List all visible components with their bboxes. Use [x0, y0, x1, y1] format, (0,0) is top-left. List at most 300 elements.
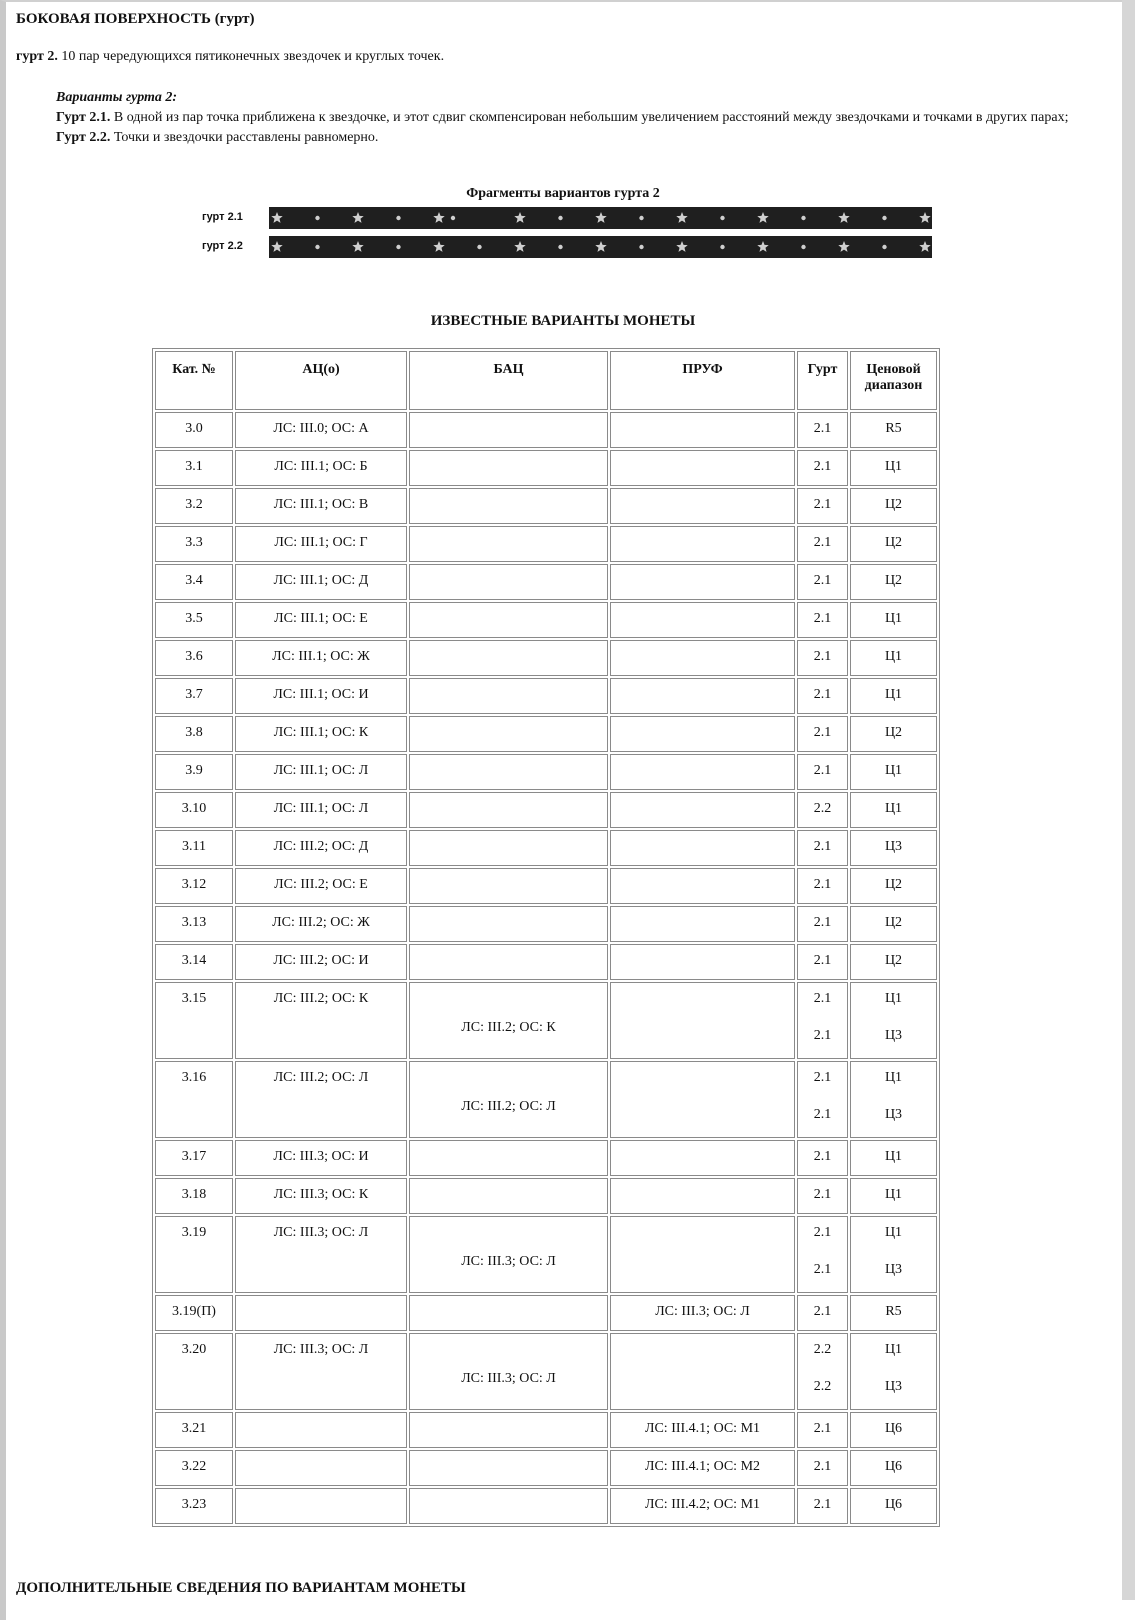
ac-value: ЛС: III.1; ОС: Л: [273, 801, 369, 816]
cell-cat: [155, 716, 233, 752]
scrollbar-track[interactable]: [1122, 0, 1135, 1600]
table-row: [155, 1216, 937, 1293]
cell-bac: [409, 526, 608, 562]
table-body: [155, 412, 937, 1524]
cat-number: 3.16: [181, 1070, 207, 1085]
table-row: [155, 906, 937, 942]
table-row: [155, 602, 937, 638]
cell-price: [850, 640, 937, 676]
cell-ac: [235, 450, 407, 486]
cell-bac: [409, 754, 608, 790]
cat-number: 3.17: [181, 1149, 207, 1164]
table-row: [155, 792, 937, 828]
table-row: [155, 526, 937, 562]
table-row: [155, 678, 937, 714]
gurt-label: гурт 2.: [16, 49, 58, 64]
bac-value: ЛС: III.2; ОС: Л: [461, 1099, 556, 1114]
cell-ac: [235, 526, 407, 562]
price-value: Ц1: [884, 1070, 903, 1085]
table-row: [155, 982, 937, 1059]
cat-number: 3.4: [185, 573, 203, 588]
cell-pruf: [610, 1450, 795, 1486]
cell-pruf: [610, 830, 795, 866]
table-row: [155, 1412, 937, 1448]
cell-ac: [235, 944, 407, 980]
ac-value: ЛС: III.2; ОС: Е: [274, 877, 368, 892]
header-bac: БАЦ: [409, 351, 608, 410]
pruf-value: ЛС: III.4.1; ОС: М1: [644, 1421, 761, 1436]
cat-number: 3.5: [185, 611, 203, 626]
price-value: Ц6: [884, 1497, 903, 1512]
cell-bac: [409, 488, 608, 524]
dot-mark: [451, 216, 455, 220]
cell-gurt: [797, 526, 848, 562]
price-value: Ц2: [884, 535, 903, 550]
cell-gurt: [797, 450, 848, 486]
cat-number: 3.11: [182, 839, 206, 854]
ac-value: ЛС: III.3; ОС: К: [273, 1187, 369, 1202]
cat-number: 3.1: [185, 459, 203, 474]
cell-cat: [155, 640, 233, 676]
cell-ac: [235, 1140, 407, 1176]
cell-cat: [155, 450, 233, 486]
cat-number: 3.13: [181, 915, 207, 930]
table-row: [155, 1140, 937, 1176]
cell-bac: [409, 1333, 608, 1410]
cell-bac: [409, 602, 608, 638]
cell-ac: [235, 488, 407, 524]
table-row: [155, 830, 937, 866]
cell-cat: [155, 830, 233, 866]
cell-gurt: [797, 792, 848, 828]
cell-price: [850, 792, 937, 828]
gurt-value-2: 2.1: [813, 1028, 832, 1043]
ac-value: ЛС: III.1; ОС: Л: [273, 763, 369, 778]
gurt-value-2: 2.2: [813, 1379, 832, 1394]
cat-number: 3.18: [181, 1187, 207, 1202]
gurt-value: 2.2: [813, 801, 832, 816]
cell-cat: [155, 1488, 233, 1524]
dot-mark: [639, 245, 643, 249]
cell-gurt: [797, 1061, 848, 1138]
ac-value: ЛС: III.1; ОС: И: [273, 687, 369, 702]
cell-bac: [409, 830, 608, 866]
gurt-2-1-label: гурт 2.1: [202, 211, 243, 223]
table-row: [155, 488, 937, 524]
cell-bac: [409, 944, 608, 980]
header-gurt: Гурт: [797, 351, 848, 410]
cell-cat: [155, 792, 233, 828]
cell-pruf: [610, 868, 795, 904]
cell-ac: [235, 906, 407, 942]
table-row: [155, 1450, 937, 1486]
dot-mark: [720, 216, 724, 220]
gurt-value: 2.1: [813, 687, 832, 702]
price-value: Ц1: [884, 991, 903, 1006]
cell-ac: [235, 830, 407, 866]
table-row: [155, 564, 937, 600]
table-row: [155, 868, 937, 904]
table-row: [155, 1061, 937, 1138]
gurt-value-2: 2.1: [813, 1262, 832, 1277]
cell-cat: [155, 944, 233, 980]
price-value: Ц1: [884, 1149, 903, 1164]
cell-cat: [155, 412, 233, 448]
cell-price: [850, 1450, 937, 1486]
gurt-value: 2.1: [813, 991, 832, 1006]
variants-block: [56, 88, 1106, 148]
ac-value: ЛС: III.1; ОС: Д: [273, 573, 369, 588]
gurt-value: 2.1: [813, 573, 832, 588]
dot-mark: [720, 245, 724, 249]
cell-price: [850, 868, 937, 904]
cell-price: [850, 1295, 937, 1331]
cell-bac: [409, 1216, 608, 1293]
cell-ac: [235, 602, 407, 638]
cell-cat: [155, 1178, 233, 1214]
header-cat: Кат. №: [155, 351, 233, 410]
gurt-value: 2.1: [813, 421, 832, 436]
cell-pruf: [610, 412, 795, 448]
cat-number: 3.20: [181, 1342, 207, 1357]
ac-value: ЛС: III.1; ОС: Б: [274, 459, 368, 474]
price-value: Ц3: [884, 839, 903, 854]
gurt-value: 2.1: [813, 1149, 832, 1164]
dot-mark: [477, 245, 481, 249]
table-header-row: [155, 351, 937, 410]
table-row: [155, 450, 937, 486]
dot-mark: [882, 245, 886, 249]
cell-bac: [409, 1140, 608, 1176]
pruf-value: ЛС: III.4.1; ОС: М2: [644, 1459, 761, 1474]
cat-number: 3.9: [185, 763, 203, 778]
table-row: [155, 1295, 937, 1331]
cell-price: [850, 1140, 937, 1176]
cell-gurt: [797, 678, 848, 714]
cat-number: 3.22: [181, 1459, 207, 1474]
cat-number: 3.14: [181, 953, 207, 968]
cell-gurt: [797, 602, 848, 638]
price-value: Ц1: [884, 611, 903, 626]
gurt-description: [16, 49, 444, 65]
cell-price: [850, 944, 937, 980]
bac-value: ЛС: III.2; ОС: К: [461, 1020, 556, 1035]
cell-gurt: [797, 488, 848, 524]
cell-ac: [235, 1412, 407, 1448]
dot-mark: [558, 245, 562, 249]
cell-pruf: [610, 1216, 795, 1293]
cell-pruf: [610, 1488, 795, 1524]
cell-ac: [235, 1061, 407, 1138]
cell-pruf: [610, 450, 795, 486]
cat-number: 3.7: [185, 687, 203, 702]
pruf-value: ЛС: III.4.2; ОС: М1: [644, 1497, 761, 1512]
gurt-value: 2.1: [813, 535, 832, 550]
cell-gurt: [797, 1140, 848, 1176]
dot-mark: [558, 216, 562, 220]
cell-price: [850, 1488, 937, 1524]
cat-number: 3.0: [185, 421, 203, 436]
cell-cat: [155, 1295, 233, 1331]
gurt-value: 2.1: [813, 1225, 832, 1240]
price-value: Ц1: [884, 687, 903, 702]
ac-value: ЛС: III.3; ОС: Л: [273, 1225, 369, 1240]
ac-value: ЛС: III.3; ОС: Л: [273, 1342, 369, 1357]
cat-number: 3.21: [181, 1421, 207, 1436]
bac-value: ЛС: III.3; ОС: Л: [461, 1254, 556, 1269]
cell-pruf: [610, 1333, 795, 1410]
cell-cat: [155, 754, 233, 790]
cell-price: [850, 1061, 937, 1138]
cell-pruf: [610, 1178, 795, 1214]
cell-pruf: [610, 944, 795, 980]
cat-number: 3.19: [181, 1225, 207, 1240]
price-value: R5: [885, 421, 902, 436]
dot-mark: [801, 216, 805, 220]
gurt-value: 2.1: [813, 953, 832, 968]
dot-mark: [882, 216, 886, 220]
cell-gurt: [797, 1295, 848, 1331]
cell-ac: [235, 792, 407, 828]
cell-bac: [409, 564, 608, 600]
variant-2-1-label: Гурт 2.1.: [56, 110, 111, 125]
cell-gurt: [797, 982, 848, 1059]
table-row: [155, 1488, 937, 1524]
cell-ac: [235, 754, 407, 790]
cell-pruf: [610, 678, 795, 714]
cell-bac: [409, 906, 608, 942]
cell-pruf: [610, 906, 795, 942]
cell-gurt: [797, 906, 848, 942]
cell-price: [850, 602, 937, 638]
cell-bac: [409, 678, 608, 714]
cat-number: 3.3: [185, 535, 203, 550]
cell-pruf: [610, 1412, 795, 1448]
cell-cat: [155, 1412, 233, 1448]
price-value: Ц6: [884, 1421, 903, 1436]
variants-heading: Варианты гурта 2:: [56, 90, 178, 105]
cell-price: [850, 488, 937, 524]
cell-gurt: [797, 868, 848, 904]
cell-ac: [235, 1295, 407, 1331]
price-value: Ц2: [884, 877, 903, 892]
cell-ac: [235, 1216, 407, 1293]
cell-cat: [155, 1216, 233, 1293]
price-value: Ц1: [884, 459, 903, 474]
gurt-value: 2.1: [813, 459, 832, 474]
cell-gurt: [797, 1450, 848, 1486]
dot-mark: [396, 216, 400, 220]
price-value: Ц1: [884, 1187, 903, 1202]
ac-value: ЛС: III.1; ОС: В: [273, 497, 369, 512]
gurt-value-2: 2.1: [813, 1107, 832, 1122]
cell-gurt: [797, 564, 848, 600]
price-value: Ц1: [884, 649, 903, 664]
cell-bac: [409, 1295, 608, 1331]
cell-bac: [409, 982, 608, 1059]
cell-cat: [155, 678, 233, 714]
price-value-2: Ц3: [884, 1379, 903, 1394]
price-value: Ц1: [884, 763, 903, 778]
cell-gurt: [797, 830, 848, 866]
cell-cat: [155, 602, 233, 638]
ac-value: ЛС: III.2; ОС: К: [273, 991, 369, 1006]
cell-cat: [155, 1140, 233, 1176]
cell-ac: [235, 640, 407, 676]
price-value: Ц2: [884, 725, 903, 740]
cat-number: 3.23: [181, 1497, 207, 1512]
dot-mark: [315, 216, 319, 220]
cell-cat: [155, 1333, 233, 1410]
cell-cat: [155, 982, 233, 1059]
variant-2-2-text: Точки и звездочки расставлены равномерно.: [113, 130, 379, 145]
price-value: Ц1: [884, 1342, 903, 1357]
cell-price: [850, 412, 937, 448]
cell-bac: [409, 716, 608, 752]
gurt-2-2-strip-image: [269, 236, 932, 258]
gurt-value: 2.1: [813, 1070, 832, 1085]
ac-value: ЛС: III.2; ОС: Д: [273, 839, 369, 854]
gurt-value: 2.1: [813, 1421, 832, 1436]
gurt-value: 2.1: [813, 1187, 832, 1202]
cell-price: [850, 1178, 937, 1214]
cell-bac: [409, 640, 608, 676]
cell-pruf: [610, 792, 795, 828]
header-ac: АЦ(о): [235, 351, 407, 410]
cell-pruf: [610, 982, 795, 1059]
cell-ac: [235, 412, 407, 448]
dot-mark: [639, 216, 643, 220]
cell-price: [850, 754, 937, 790]
ac-value: ЛС: III.0; ОС: А: [273, 421, 369, 436]
header-pruf: ПРУФ: [610, 351, 795, 410]
coin-variants-table: [152, 348, 940, 1527]
cell-bac: [409, 1061, 608, 1138]
gurt-value: 2.1: [813, 915, 832, 930]
ac-value: ЛС: III.2; ОС: Л: [273, 1070, 369, 1085]
cell-gurt: [797, 1178, 848, 1214]
cell-pruf: [610, 716, 795, 752]
cell-gurt: [797, 716, 848, 752]
cell-price: [850, 1412, 937, 1448]
cat-number: 3.19(П): [172, 1304, 216, 1319]
cat-number: 3.12: [181, 877, 207, 892]
price-value: Ц6: [884, 1459, 903, 1474]
price-value: Ц2: [884, 497, 903, 512]
cell-price: [850, 564, 937, 600]
cell-gurt: [797, 1488, 848, 1524]
cell-price: [850, 716, 937, 752]
price-value: Ц2: [884, 573, 903, 588]
table-row: [155, 1333, 937, 1410]
price-value: Ц2: [884, 915, 903, 930]
cell-bac: [409, 1412, 608, 1448]
ac-value: ЛС: III.1; ОС: Ж: [272, 649, 370, 664]
cell-cat: [155, 906, 233, 942]
cell-bac: [409, 868, 608, 904]
gurt-value: 2.1: [813, 839, 832, 854]
gurt-value: 2.1: [813, 497, 832, 512]
gurt-2-2-label: гурт 2.2: [202, 240, 243, 252]
cell-ac: [235, 1178, 407, 1214]
dot-mark: [315, 245, 319, 249]
variant-2-1: [56, 108, 1106, 128]
ac-value: ЛС: III.1; ОС: К: [273, 725, 369, 740]
cell-pruf: [610, 754, 795, 790]
ac-value: ЛС: III.1; ОС: Г: [274, 535, 368, 550]
cell-gurt: [797, 1216, 848, 1293]
gurt-2-2-fragment: [202, 236, 932, 258]
cell-price: [850, 526, 937, 562]
cell-ac: [235, 1333, 407, 1410]
variant-2-1-text: В одной из пар точка приближена к звездочке, и этот сдвиг скомпенсирован небольшим увеличением расстояний между звездочками и точками в других парах;: [113, 110, 1069, 125]
cell-pruf: [610, 640, 795, 676]
gurt-2-1-strip-image: [269, 207, 932, 229]
cell-ac: [235, 564, 407, 600]
variant-2-2-label: Гурт 2.2.: [56, 130, 111, 145]
cell-pruf: [610, 526, 795, 562]
dot-mark: [801, 245, 805, 249]
cell-ac: [235, 1488, 407, 1524]
cell-bac: [409, 1178, 608, 1214]
cell-price: [850, 1216, 937, 1293]
price-value: Ц1: [884, 801, 903, 816]
price-value: R5: [885, 1304, 902, 1319]
fragments-title: Фрагменты вариантов гурта 2: [466, 186, 660, 201]
cell-bac: [409, 792, 608, 828]
cell-cat: [155, 564, 233, 600]
cell-ac: [235, 1450, 407, 1486]
ac-value: ЛС: III.2; ОС: И: [273, 953, 369, 968]
cat-number: 3.15: [181, 991, 207, 1006]
table-row: [155, 716, 937, 752]
cell-cat: [155, 1450, 233, 1486]
gurt-value: 2.1: [813, 725, 832, 740]
cell-pruf: [610, 488, 795, 524]
cell-price: [850, 906, 937, 942]
section-title: БОКОВАЯ ПОВЕРХНОСТЬ (гурт): [16, 11, 255, 27]
cat-number: 3.6: [185, 649, 203, 664]
pruf-value: ЛС: III.3; ОС: Л: [655, 1304, 750, 1319]
price-value-2: Ц3: [884, 1028, 903, 1043]
gurt-2-1-fragment: [202, 207, 932, 229]
cell-price: [850, 450, 937, 486]
gurt-value: 2.1: [813, 1497, 832, 1512]
price-value: Ц1: [884, 1225, 903, 1240]
next-section-title: ДОПОЛНИТЕЛЬНЫЕ СВЕДЕНИЯ ПО ВАРИАНТАМ МОНЕТЫ: [16, 1580, 466, 1596]
gurt-value: 2.1: [813, 1459, 832, 1474]
cell-price: [850, 982, 937, 1059]
price-value: Ц2: [884, 953, 903, 968]
cell-bac: [409, 1488, 608, 1524]
cell-price: [850, 678, 937, 714]
cat-number: 3.8: [185, 725, 203, 740]
cell-pruf: [610, 1140, 795, 1176]
table-row: [155, 640, 937, 676]
cell-cat: [155, 488, 233, 524]
cell-gurt: [797, 1333, 848, 1410]
cell-cat: [155, 868, 233, 904]
gurt-value: 2.1: [813, 877, 832, 892]
dot-mark: [396, 245, 400, 249]
variant-2-2: [56, 128, 1106, 148]
cat-number: 3.10: [181, 801, 207, 816]
cell-price: [850, 1333, 937, 1410]
table-row: [155, 1178, 937, 1214]
cell-cat: [155, 1061, 233, 1138]
gurt-value: 2.1: [813, 1304, 832, 1319]
table-row: [155, 944, 937, 980]
